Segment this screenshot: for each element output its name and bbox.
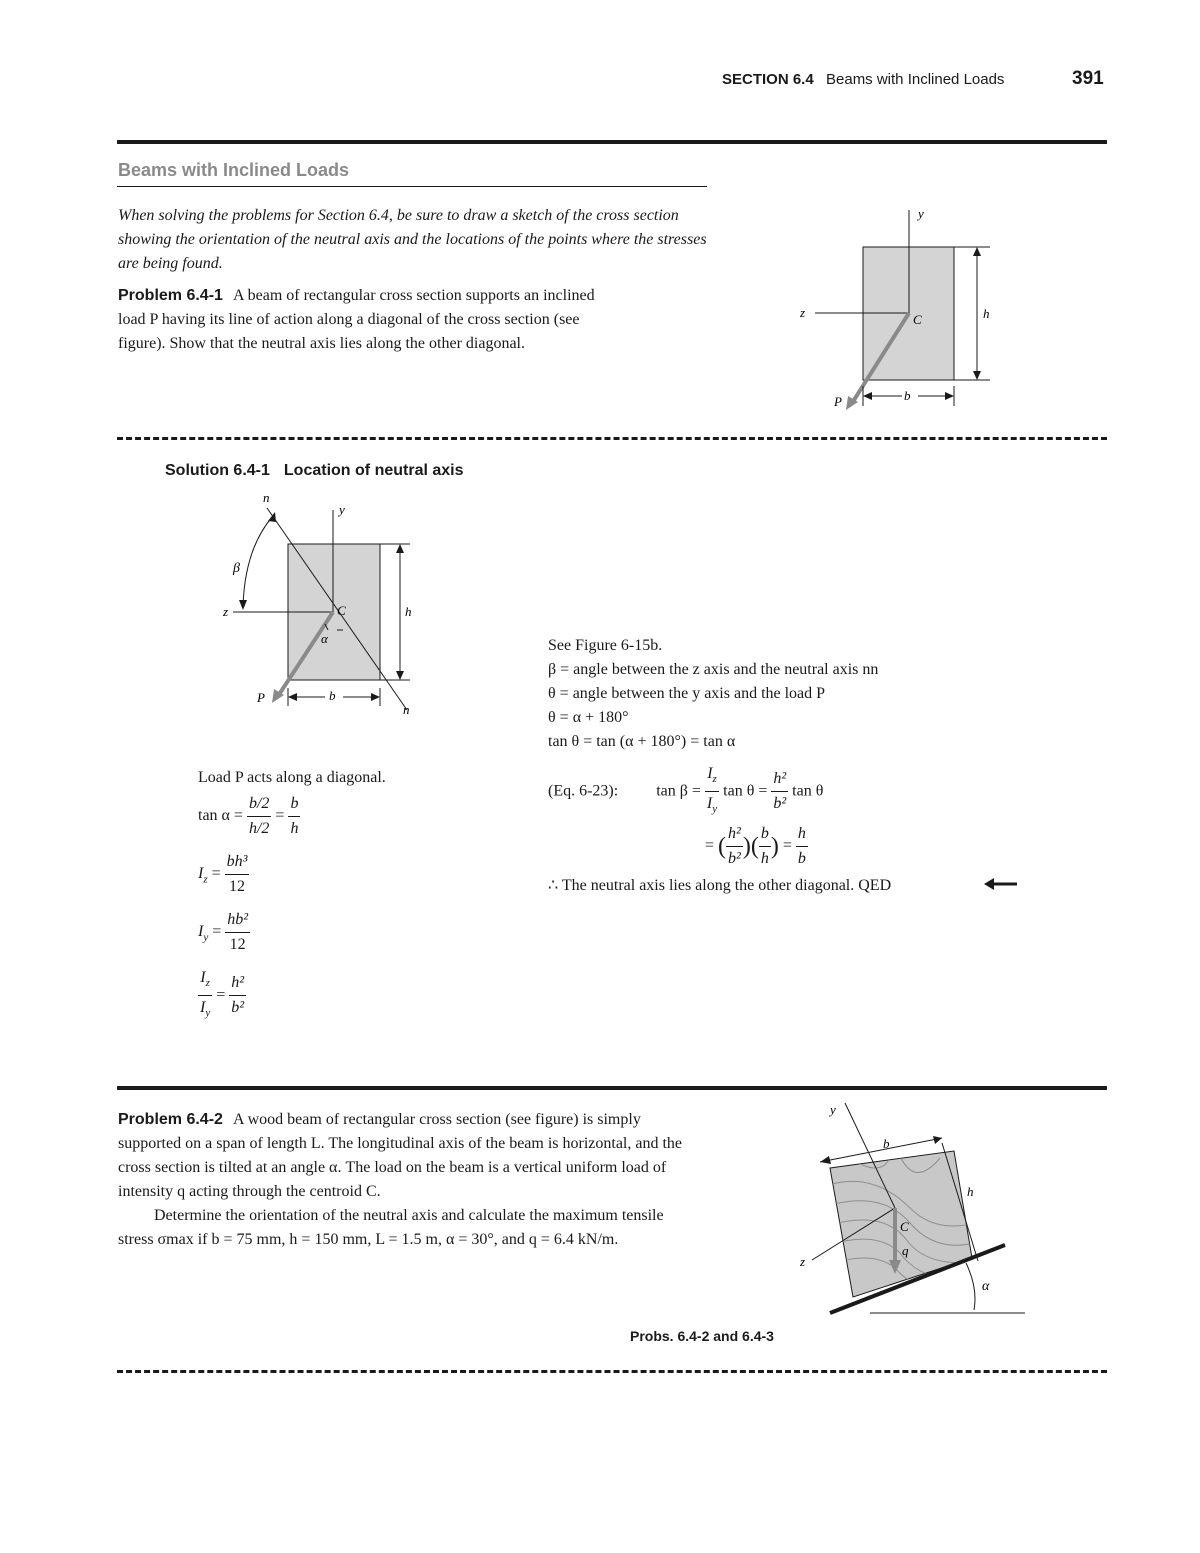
conclusion: ∴ The neutral axis lies along the other diagonal. QED bbox=[548, 877, 892, 894]
fig2-label-b: b bbox=[883, 1136, 890, 1151]
eq-tan-alpha: tan α = $\frac{b/2}{h/2}$ = $\frac{b}{h}$ bbox=[198, 792, 300, 841]
heading-underline bbox=[117, 186, 707, 187]
label-y: y bbox=[918, 206, 924, 221]
fig2-b-arrow-left bbox=[820, 1156, 831, 1164]
label-alpha: α bbox=[321, 631, 328, 646]
arrow-left-icon bbox=[983, 876, 1019, 892]
eq-ref: (Eq. 6-23): bbox=[548, 782, 619, 800]
eq-lhs: tan β = bbox=[656, 782, 701, 800]
label-z: z bbox=[800, 305, 806, 320]
sol-right-line2: β = angle between the z axis and the neutral axis nn bbox=[548, 661, 879, 678]
sol-right-line1: See Figure 6-15b. bbox=[548, 637, 663, 654]
iy-symbol: I bbox=[198, 923, 204, 941]
intro-text: When solving the problems for Section 6.4, be sure to draw a sketch of the cross section showing the orientation of the neutral axis and the locations of the points where the stresses are being found. bbox=[118, 207, 707, 272]
label-sol-h: h bbox=[405, 604, 412, 619]
solution-title: Location of neutral axis bbox=[283, 462, 464, 479]
sol-right-line4: θ = α + 180° bbox=[548, 709, 629, 726]
figure-problem-6-4-2 bbox=[790, 1098, 1040, 1320]
fig2-label-q: q bbox=[902, 1243, 909, 1258]
beta-arc bbox=[243, 516, 273, 606]
fig2-label-h: h bbox=[967, 1184, 974, 1199]
beta-arrow-top bbox=[268, 512, 276, 522]
top-rule bbox=[117, 140, 1107, 144]
ratio-rhs-frac: $\frac{\text{h²}}{\text{b²}}$ bbox=[229, 971, 246, 1020]
label-beta: β bbox=[233, 561, 240, 576]
ratio-lhs-frac: $\frac{I_z}{I_y}$ bbox=[198, 966, 212, 1025]
label-n-top: n bbox=[263, 490, 270, 505]
eq2-result-frac: $\frac{h}{b}$ bbox=[796, 822, 808, 871]
iz-frac: $\frac{\text{bh³}}{12}$ bbox=[225, 850, 250, 899]
eq-iy: $I_y$ = $\frac{\text{hb²}}{12}$ bbox=[198, 908, 250, 957]
fig2-label-z: z bbox=[800, 1254, 806, 1269]
label-n-bottom: n bbox=[403, 702, 410, 717]
sol-right-line3: θ = angle between the y axis and the load P bbox=[548, 685, 826, 702]
fig2-label-alpha: α bbox=[982, 1279, 990, 1294]
tan-alpha-lhs: tan α = bbox=[198, 807, 243, 825]
eq-frac1: $\frac{I_z}{I_y}$ bbox=[705, 762, 719, 821]
label-b: b bbox=[904, 388, 911, 403]
eq-iz: $I_z$ = $\frac{\text{bh³}}{12}$ bbox=[198, 850, 249, 899]
sol-left-line1: Load P acts along a diagonal. bbox=[198, 769, 386, 786]
h-arrow-top bbox=[973, 247, 981, 256]
eq2-frac1: $\frac{\text{h²}}{\text{b²}}$ bbox=[726, 822, 743, 871]
problem-2-label: Problem 6.4-2 bbox=[118, 1111, 223, 1128]
eq-ratio: $\frac{I_z}{I_y}$ = $\frac{\text{h²}}{\text{b²}}$ bbox=[198, 966, 246, 1025]
fig2-b-arrow-right bbox=[933, 1136, 942, 1144]
problem-label: Problem 6.4-1 bbox=[118, 287, 223, 304]
iz-sub: z bbox=[203, 873, 208, 886]
iz-symbol: I bbox=[198, 865, 204, 883]
b-arrow-left bbox=[863, 392, 872, 400]
dashed-divider-1 bbox=[117, 437, 1107, 440]
label-h: h bbox=[983, 306, 990, 321]
label-c: C bbox=[913, 312, 922, 327]
sol-h-arrow-top bbox=[396, 544, 404, 553]
header-section: SECTION 6.4 bbox=[722, 71, 814, 88]
label-sol-z: z bbox=[223, 604, 229, 619]
eq-result: = ( $\frac{\text{h²}}{\text{b²}}$ )( $\frac{b}{h}$ ) = $\frac{h}{b}$ bbox=[705, 822, 808, 871]
figure-caption: Probs. 6.4-2 and 6.4-3 bbox=[630, 1328, 774, 1344]
problem-text: A beam of rectangular cross section supports an inclined load P having its line of action along a diagonal of the cross section (see figure). Show that the neutral axis lies along the other diagonal. bbox=[118, 287, 595, 352]
figure-solution-6-4-1 bbox=[215, 488, 430, 718]
label-sol-c: C bbox=[337, 603, 346, 618]
eq-6-23 bbox=[548, 762, 823, 821]
middle-rule bbox=[117, 1086, 1107, 1090]
tan-alpha-frac2: $\frac{b}{h}$ bbox=[288, 792, 300, 841]
alpha-arc-2 bbox=[966, 1263, 975, 1310]
figure-problem-6-4-1 bbox=[790, 200, 1010, 420]
section-heading: Beams with Inclined Loads bbox=[118, 160, 350, 180]
h-arrow-bottom bbox=[973, 371, 981, 380]
eq-frac2: $\frac{\text{h²}}{\text{b²}}$ bbox=[771, 767, 788, 816]
problem-6-4-1 bbox=[118, 284, 618, 356]
b-arrow-right bbox=[945, 392, 954, 400]
sol-b-arrow-right bbox=[371, 693, 380, 701]
beta-arrow-bottom bbox=[239, 600, 247, 610]
sol-b-arrow-left bbox=[288, 693, 297, 701]
problem-2-para2: Determine the orientation of the neutral axis and calculate the maximum tensile stress σmax if b = 75 mm, h = 150 mm, L = 1.5 m, α = 30°, and q = 6.4 kN/m. bbox=[118, 1207, 664, 1248]
fig2-label-y: y bbox=[830, 1102, 836, 1117]
eq-mid: tan θ = bbox=[723, 782, 768, 800]
eq2-frac2: $\frac{b}{h}$ bbox=[759, 822, 771, 871]
label-sol-y: y bbox=[339, 502, 345, 517]
tan-alpha-frac1: $\frac{b/2}{h/2}$ bbox=[247, 792, 271, 841]
problem-2-para1: A wood beam of rectangular cross section (see figure) is simply supported on a span of length L. The longitudinal axis of the beam is horizontal, and the cross section is tilted at an angle α. The load on the beam is a vertical uniform load of intensity q acting through the centroid C. bbox=[118, 1111, 683, 1200]
problem-6-4-2 bbox=[118, 1108, 693, 1252]
label-sol-b: b bbox=[329, 688, 336, 703]
iy-sub: y bbox=[203, 931, 209, 944]
label-p: P bbox=[834, 394, 842, 409]
sol-h-arrow-bottom bbox=[396, 671, 404, 680]
header-title: Beams with Inclined Loads bbox=[826, 71, 1005, 88]
eq-end: tan θ bbox=[792, 782, 824, 800]
solution-6-4-1-title bbox=[165, 462, 464, 480]
page-number: 391 bbox=[1072, 68, 1104, 89]
iy-frac: $\frac{\text{hb²}}{12}$ bbox=[225, 908, 250, 957]
label-sol-p: P bbox=[257, 690, 265, 705]
fig2-label-c: C bbox=[900, 1219, 909, 1234]
solution-label: Solution 6.4-1 bbox=[165, 462, 270, 479]
sol-right-line5: tan θ = tan (α + 180°) = tan α bbox=[548, 733, 736, 750]
dashed-divider-2 bbox=[117, 1370, 1107, 1373]
